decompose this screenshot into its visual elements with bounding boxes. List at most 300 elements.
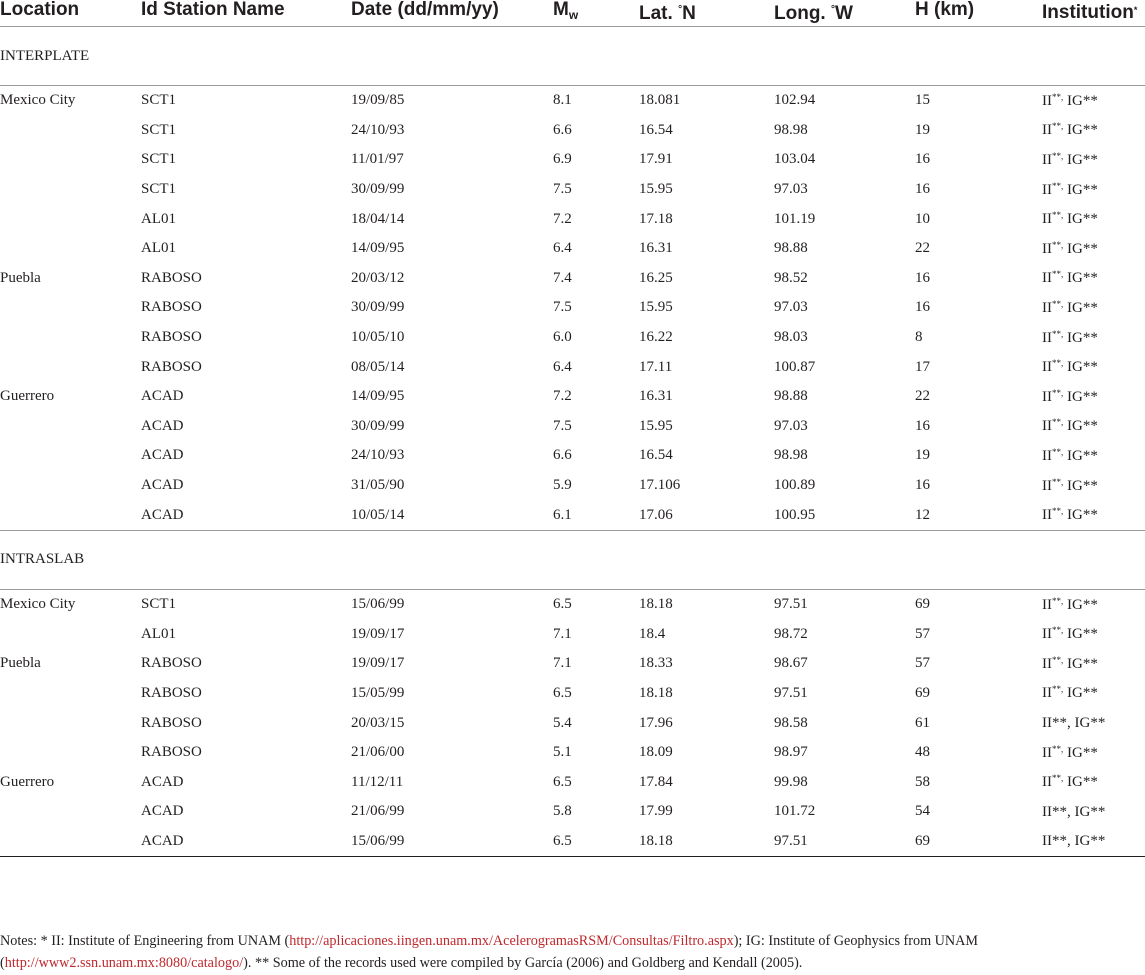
table-row [0,116,1145,146]
table-row [0,767,1145,797]
cell-date: 20/03/15 [351,714,405,731]
cell-station: SCT1 [141,181,177,198]
cell-institution [1042,649,1145,679]
institution-footnote: **, [1052,625,1064,636]
institution-ig: IG** [1063,507,1098,524]
cell-mw: 6.5 [553,684,572,701]
table-row [0,412,1145,442]
cell-mw: 7.5 [553,299,572,316]
cell-station: SCT1 [141,121,177,138]
cell-location [0,116,141,146]
cell-station: ACAD [141,417,184,434]
cell-institution [1042,293,1145,323]
header-institution-footnote: * [1133,5,1138,15]
cell-h: 61 [915,714,930,731]
cell-institution [1042,589,1145,619]
cell-station: SCT1 [141,596,177,613]
cell-long: 98.98 [774,447,808,464]
institution-ii: II [1042,418,1052,435]
institution-footnote: **, [1052,269,1064,280]
cell-institution [1042,500,1145,530]
table-row [0,441,1145,471]
cell-date: 21/06/99 [351,803,405,820]
cell-long: 100.87 [774,358,816,375]
cell-institution [1042,679,1145,709]
cell-date: 15/06/99 [351,596,405,613]
table-row [0,589,1145,619]
header-longitude-unit: W [834,3,853,24]
cell-station: SCT1 [141,151,177,168]
institution-ii: II**, IG** [1042,715,1106,732]
cell-institution [1042,175,1145,205]
cell-mw: 6.5 [553,827,639,857]
cell-station: AL01 [141,210,176,227]
cell-lat: 17.106 [639,477,681,494]
institution-footnote: **, [1052,595,1064,606]
cell-long: 100.95 [774,500,915,530]
header-magnitude-symbol: M [553,0,569,20]
cell-long: 98.58 [774,714,808,731]
institution-footnote: **, [1052,150,1064,161]
institution-footnote: **, [1052,417,1064,428]
cell-date: 24/10/93 [351,447,405,464]
institution-ig: IG** [1063,211,1098,228]
cell-institution [1042,352,1145,382]
cell-location [0,145,141,175]
cell-h: 17 [915,358,930,375]
cell-location [0,679,141,709]
header-magnitude-subscript: w [568,8,579,22]
notes-link-iingen[interactable]: http://aplicaciones.iingen.unam.mx/AcelerogramasRSM/Consultas/Filtro.aspx [289,933,734,949]
cell-mw: 5.1 [553,744,572,761]
cell-mw: 6.4 [553,358,572,375]
cell-date: 21/06/00 [351,744,405,761]
table-row [0,175,1145,205]
institution-ig: IG** [1063,181,1098,198]
cell-station: SCT1 [141,92,177,109]
institution-ii: II [1042,447,1052,464]
cell-h: 16 [915,417,930,434]
cell-institution [1042,471,1145,501]
cell-mw: 7.4 [553,269,572,286]
header-latitude-unit: N [682,3,696,24]
cell-h: 54 [915,803,930,820]
header-longitude-degree: ° [830,4,835,15]
table-row [0,649,1145,679]
header-longitude-label: Long. [774,3,831,24]
section-title: INTRASLAB [0,530,1145,589]
institution-ig: IG** [1063,626,1098,643]
cell-institution [1042,204,1145,234]
cell-long: 98.98 [774,121,808,138]
institution-footnote: **, [1052,654,1064,665]
cell-station: RABOSO [141,358,202,375]
institution-footnote: **, [1052,684,1064,695]
table-row [0,620,1145,650]
cell-h: 48 [915,744,930,761]
cell-location [0,797,141,827]
cell-lat: 17.18 [639,210,673,227]
cell-location: Mexico City [0,92,76,109]
table-body [0,27,1145,857]
cell-station: RABOSO [141,269,202,286]
section-row [0,530,1145,589]
table-row [0,86,1145,116]
cell-lat: 18.18 [639,684,673,701]
institution-ig: IG** [1063,240,1098,257]
cell-h: 19 [915,121,930,138]
cell-h: 16 [915,181,930,198]
cell-institution [1042,145,1145,175]
cell-lat: 17.84 [639,773,673,790]
institution-ig: IG** [1063,447,1098,464]
institution-ig: IG** [1063,774,1098,791]
cell-mw: 6.6 [553,121,572,138]
institution-ig: IG** [1063,270,1098,287]
cell-date: 10/05/14 [351,500,553,530]
institution-ig: IG** [1063,596,1098,613]
cell-lat: 15.95 [639,417,673,434]
cell-location [0,738,141,768]
cell-mw: 7.2 [553,388,572,405]
cell-location [0,293,141,323]
cell-location [0,352,141,382]
institution-footnote: **, [1052,773,1064,784]
institution-footnote: **, [1052,210,1064,221]
cell-date: 30/09/99 [351,181,405,198]
cell-long: 98.88 [774,240,808,257]
institution-ig: IG** [1063,477,1098,494]
cell-mw: 6.6 [553,447,572,464]
institution-ii: II [1042,596,1052,613]
institution-ii: II [1042,388,1052,405]
cell-lat: 16.25 [639,269,673,286]
cell-lat: 15.95 [639,299,673,316]
cell-h: 19 [915,447,930,464]
cell-long: 101.72 [774,803,816,820]
cell-date: 19/09/17 [351,655,405,672]
table-notes [0,930,1145,974]
cell-lat: 16.54 [639,121,673,138]
cell-location [0,234,141,264]
cell-date: 30/09/99 [351,299,405,316]
cell-institution [1042,767,1145,797]
institution-ii: II [1042,270,1052,287]
cell-institution [1042,412,1145,442]
cell-station: RABOSO [141,744,202,761]
institution-ii: II [1042,240,1052,257]
institution-footnote: **, [1052,239,1064,250]
cell-h: 8 [915,329,923,346]
cell-institution [1042,708,1145,738]
cell-mw: 6.0 [553,329,572,346]
cell-date: 11/01/97 [351,151,404,168]
cell-lat: 18.4 [639,625,666,642]
notes-text-1: Notes: * II: Institute of Engineering from UNAM ( [0,933,290,949]
section-row [0,27,1145,86]
cell-long: 98.72 [774,625,808,642]
cell-location: Guerrero [0,388,55,405]
institution-ig: IG** [1063,122,1098,139]
table-row [0,679,1145,709]
table-row [0,827,1145,857]
institution-ig: IG** [1063,685,1098,702]
cell-institution [1042,441,1145,471]
institution-footnote: **, [1052,506,1064,517]
cell-lat: 18.33 [639,655,673,672]
cell-lat: 15.95 [639,181,673,198]
cell-h: 57 [915,655,930,672]
cell-location: Guerrero [0,773,55,790]
cell-location [0,500,141,530]
institution-footnote: **, [1052,298,1064,309]
cell-mw: 6.5 [553,596,572,613]
institution-ii: II [1042,507,1052,524]
header-row [0,0,1145,27]
section-title: INTERPLATE [0,27,1145,86]
cell-long: 97.03 [774,299,808,316]
cell-h: 57 [915,625,930,642]
cell-location [0,708,141,738]
cell-long: 98.03 [774,329,808,346]
cell-station: RABOSO [141,714,202,731]
table-row [0,264,1145,294]
cell-h: 69 [915,684,930,701]
cell-mw: 7.5 [553,417,572,434]
cell-station: ACAD [141,388,184,405]
institution-ii: II [1042,655,1052,672]
cell-station: ACAD [141,500,351,530]
cell-mw: 8.1 [553,92,572,109]
cell-date: 11/12/11 [351,773,404,790]
institution-ig: IG** [1063,655,1098,672]
cell-location: Puebla [0,655,41,672]
table-row [0,500,1145,530]
header-location: Location [0,0,80,20]
table-row [0,145,1145,175]
cell-location [0,441,141,471]
cell-date: 15/05/99 [351,684,405,701]
cell-lat: 17.99 [639,803,673,820]
notes-text-3: ). ** Some of the records used were compiled by García (2006) and Goldberg and Kendall (2005). [243,955,803,971]
cell-institution [1042,86,1145,116]
cell-h: 69 [915,827,1042,857]
institution-footnote: **, [1052,328,1064,339]
cell-lat: 17.11 [639,358,673,375]
cell-h: 16 [915,151,930,168]
cell-h: 22 [915,240,930,257]
cell-h: 12 [915,500,1042,530]
cell-institution [1042,827,1145,857]
header-magnitude [553,0,639,27]
cell-long: 97.51 [774,827,915,857]
cell-long: 98.88 [774,388,808,405]
notes-text-2: ); IG: Institute of Geophysics from UNAM ( [0,933,979,971]
institution-footnote: **, [1052,476,1064,487]
cell-location: Puebla [0,269,41,286]
cell-lat: 16.31 [639,240,673,257]
institution-footnote: **, [1052,446,1064,457]
institution-ii: II [1042,685,1052,702]
cell-station: RABOSO [141,655,202,672]
header-depth: H (km) [915,0,975,20]
institution-ii: II**, IG** [1042,833,1106,850]
institution-ig: IG** [1063,299,1098,316]
cell-location [0,412,141,442]
institution-footnote: **, [1052,358,1064,369]
cell-station: ACAD [141,803,184,820]
cell-institution [1042,116,1145,146]
cell-station: RABOSO [141,684,202,701]
table-row [0,382,1145,412]
cell-h: 58 [915,773,930,790]
cell-h: 16 [915,269,930,286]
header-station: Id Station Name [141,0,285,20]
institution-ii: II [1042,477,1052,494]
cell-mw: 7.1 [553,655,572,672]
table-row [0,738,1145,768]
institution-ig: IG** [1063,418,1098,435]
institution-ii: II [1042,774,1052,791]
cell-lat: 17.96 [639,714,673,731]
cell-h: 16 [915,299,930,316]
cell-lat: 17.06 [639,500,774,530]
institution-footnote: **, [1052,91,1064,102]
institution-ii: II [1042,151,1052,168]
institution-footnote: **, [1052,121,1064,132]
cell-mw: 5.4 [553,714,572,731]
cell-date: 15/06/99 [351,827,553,857]
institution-ii: II [1042,181,1052,198]
institution-ii: II [1042,299,1052,316]
cell-date: 14/09/95 [351,388,405,405]
cell-h: 69 [915,596,930,613]
header-institution-label: Institution [1042,2,1134,23]
cell-institution [1042,738,1145,768]
cell-long: 98.67 [774,655,808,672]
table-row [0,352,1145,382]
table-row [0,204,1145,234]
cell-mw: 7.5 [553,181,572,198]
cell-institution [1042,797,1145,827]
cell-institution [1042,234,1145,264]
cell-long: 98.97 [774,744,808,761]
cell-lat: 16.31 [639,388,673,405]
institution-ig: IG** [1063,151,1098,168]
cell-mw: 5.9 [553,477,572,494]
institution-ii: II**, IG** [1042,803,1106,820]
institution-ii: II [1042,122,1052,139]
cell-location [0,323,141,353]
cell-institution [1042,264,1145,294]
cell-lat: 18.081 [639,92,681,109]
cell-station: ACAD [141,773,184,790]
header-latitude-degree: ° [678,4,683,15]
institution-ig: IG** [1063,359,1098,376]
cell-mw: 6.1 [553,500,639,530]
cell-long: 97.51 [774,684,808,701]
cell-station: ACAD [141,827,351,857]
cell-mw: 6.5 [553,773,572,790]
institution-ii: II [1042,92,1052,109]
header-latitude [639,0,774,27]
cell-station: ACAD [141,447,184,464]
cell-date: 19/09/17 [351,625,405,642]
cell-date: 24/10/93 [351,121,405,138]
table-row [0,323,1145,353]
cell-lat: 16.54 [639,447,673,464]
cell-date: 08/05/14 [351,358,405,375]
cell-location [0,620,141,650]
institution-ii: II [1042,626,1052,643]
cell-lat: 16.22 [639,329,673,346]
institution-footnote: **, [1052,387,1064,398]
institution-ig: IG** [1063,92,1098,109]
cell-long: 103.04 [774,151,816,168]
cell-h: 15 [915,92,930,109]
cell-date: 18/04/14 [351,210,405,227]
cell-long: 100.89 [774,477,816,494]
cell-mw: 7.1 [553,625,572,642]
cell-date: 14/09/95 [351,240,405,257]
cell-institution [1042,323,1145,353]
cell-location: Mexico City [0,596,76,613]
header-latitude-label: Lat. [639,3,679,24]
institution-ig: IG** [1063,388,1098,405]
cell-h: 16 [915,477,930,494]
cell-date: 10/05/10 [351,329,405,346]
notes-link-ssn[interactable]: http://www2.ssn.unam.mx:8080/catalogo/ [4,955,244,971]
cell-station: RABOSO [141,299,202,316]
header-longitude [774,0,915,27]
cell-h: 10 [915,210,930,227]
cell-institution [1042,382,1145,412]
institution-ig: IG** [1063,329,1098,346]
cell-lat: 18.18 [639,596,673,613]
cell-location [0,204,141,234]
cell-institution [1042,620,1145,650]
header-date: Date (dd/mm/yy) [351,0,499,20]
institution-footnote: **, [1052,743,1064,754]
cell-station: ACAD [141,477,184,494]
cell-long: 102.94 [774,92,816,109]
cell-date: 31/05/90 [351,477,405,494]
cell-mw: 5.8 [553,803,572,820]
cell-date: 20/03/12 [351,269,405,286]
cell-mw: 7.2 [553,210,572,227]
cell-location [0,827,141,857]
cell-lat: 18.18 [639,827,774,857]
cell-long: 98.52 [774,269,808,286]
cell-mw: 6.4 [553,240,572,257]
cell-lat: 17.91 [639,151,673,168]
cell-long: 99.98 [774,773,808,790]
cell-lat: 18.09 [639,744,673,761]
table-row [0,234,1145,264]
cell-long: 97.03 [774,417,808,434]
cell-long: 97.51 [774,596,808,613]
cell-station: AL01 [141,240,176,257]
cell-long: 97.03 [774,181,808,198]
institution-ig: IG** [1063,744,1098,761]
table-row [0,293,1145,323]
institution-ii: II [1042,744,1052,761]
cell-station: AL01 [141,625,176,642]
header-institution [1042,0,1145,27]
table-row [0,471,1145,501]
cell-long: 101.19 [774,210,816,227]
institution-ii: II [1042,329,1052,346]
